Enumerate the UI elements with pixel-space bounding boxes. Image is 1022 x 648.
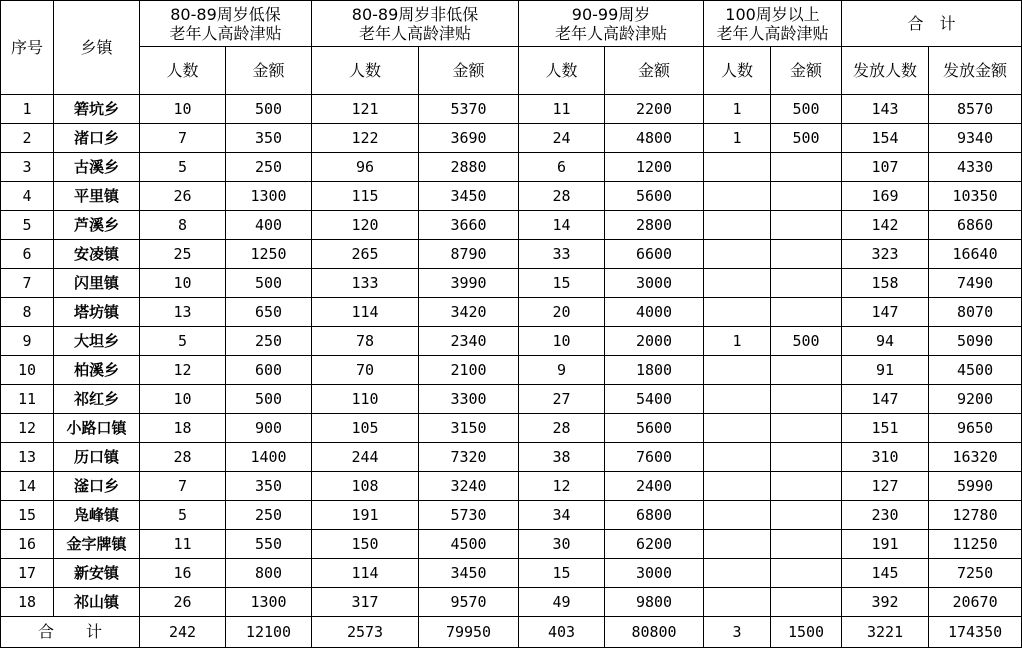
- row-town: 小路口镇: [54, 414, 140, 443]
- row-cell: 7320: [419, 443, 519, 472]
- total-cell: 12100: [226, 617, 312, 648]
- row-cell: [771, 414, 842, 443]
- row-cell: 317: [312, 588, 419, 617]
- row-cell: 500: [771, 124, 842, 153]
- row-cell: 4500: [419, 530, 519, 559]
- row-cell: 27: [519, 385, 605, 414]
- row-cell: [771, 298, 842, 327]
- row-cell: 10: [519, 327, 605, 356]
- total-cell: 1500: [771, 617, 842, 648]
- row-cell: 15: [519, 559, 605, 588]
- table-row: [1, 356, 1022, 385]
- row-cell: 9340: [929, 124, 1022, 153]
- header-row-groups: [1, 1, 1022, 47]
- row-cell: [771, 240, 842, 269]
- row-cell: [704, 153, 771, 182]
- row-cell: 2200: [605, 95, 704, 124]
- table-row: [1, 153, 1022, 182]
- table-row: [1, 588, 1022, 617]
- row-town: 平里镇: [54, 182, 140, 211]
- row-town: 祁红乡: [54, 385, 140, 414]
- row-cell: 96: [312, 153, 419, 182]
- row-town: 渚口乡: [54, 124, 140, 153]
- header-row-sub: [1, 47, 1022, 95]
- row-cell: 13: [140, 298, 226, 327]
- row-cell: 70: [312, 356, 419, 385]
- row-cell: 10: [140, 269, 226, 298]
- row-cell: 3450: [419, 182, 519, 211]
- row-town: 箬坑乡: [54, 95, 140, 124]
- row-cell: 1250: [226, 240, 312, 269]
- row-cell: [771, 472, 842, 501]
- row-cell: 3000: [605, 559, 704, 588]
- row-cell: 9570: [419, 588, 519, 617]
- row-cell: 800: [226, 559, 312, 588]
- row-cell: 5400: [605, 385, 704, 414]
- header-group-total: 合 计: [842, 1, 1022, 47]
- table-row: [1, 124, 1022, 153]
- table-row: [1, 211, 1022, 240]
- row-seq: 14: [1, 472, 54, 501]
- row-cell: 3240: [419, 472, 519, 501]
- header-amount: 金额: [771, 47, 842, 95]
- row-cell: 142: [842, 211, 929, 240]
- row-seq: 1: [1, 95, 54, 124]
- row-cell: 310: [842, 443, 929, 472]
- row-cell: [704, 588, 771, 617]
- table-row: [1, 240, 1022, 269]
- row-cell: 6: [519, 153, 605, 182]
- row-cell: 2400: [605, 472, 704, 501]
- row-cell: 169: [842, 182, 929, 211]
- row-cell: 30: [519, 530, 605, 559]
- row-town: 祁山镇: [54, 588, 140, 617]
- row-cell: 114: [312, 559, 419, 588]
- row-cell: 91: [842, 356, 929, 385]
- row-cell: [704, 501, 771, 530]
- total-cell: 403: [519, 617, 605, 648]
- row-cell: 121: [312, 95, 419, 124]
- row-cell: 110: [312, 385, 419, 414]
- row-cell: 7250: [929, 559, 1022, 588]
- row-cell: [771, 211, 842, 240]
- row-cell: [704, 269, 771, 298]
- row-cell: 5: [140, 153, 226, 182]
- row-cell: 34: [519, 501, 605, 530]
- row-cell: 8: [140, 211, 226, 240]
- row-seq: 9: [1, 327, 54, 356]
- header-amount: 金额: [605, 47, 704, 95]
- table-row: [1, 385, 1022, 414]
- table-row: [1, 182, 1022, 211]
- row-cell: 8570: [929, 95, 1022, 124]
- row-cell: 143: [842, 95, 929, 124]
- row-cell: 15: [519, 269, 605, 298]
- row-seq: 18: [1, 588, 54, 617]
- row-cell: 900: [226, 414, 312, 443]
- row-cell: 8070: [929, 298, 1022, 327]
- row-town: 金字牌镇: [54, 530, 140, 559]
- row-cell: 265: [312, 240, 419, 269]
- table-row: [1, 472, 1022, 501]
- row-cell: [771, 182, 842, 211]
- row-cell: 12780: [929, 501, 1022, 530]
- row-cell: [704, 240, 771, 269]
- header-seq: 序号: [1, 1, 54, 95]
- row-cell: 500: [226, 269, 312, 298]
- row-cell: 8790: [419, 240, 519, 269]
- row-town: 历口镇: [54, 443, 140, 472]
- row-cell: 94: [842, 327, 929, 356]
- table-row: [1, 298, 1022, 327]
- group-line2: 老年人高龄津贴: [169, 23, 282, 43]
- row-cell: 10: [140, 95, 226, 124]
- row-seq: 5: [1, 211, 54, 240]
- row-town: 滏口乡: [54, 472, 140, 501]
- row-cell: 2880: [419, 153, 519, 182]
- row-cell: 6200: [605, 530, 704, 559]
- row-cell: 500: [226, 385, 312, 414]
- row-cell: 4000: [605, 298, 704, 327]
- table-row: [1, 443, 1022, 472]
- row-seq: 7: [1, 269, 54, 298]
- row-cell: 5600: [605, 182, 704, 211]
- row-seq: 8: [1, 298, 54, 327]
- row-cell: 5090: [929, 327, 1022, 356]
- header-people: 人数: [140, 47, 226, 95]
- row-seq: 13: [1, 443, 54, 472]
- table-body: [1, 95, 1022, 617]
- row-seq: 15: [1, 501, 54, 530]
- header-group-80-89-non-low-income: [312, 1, 519, 47]
- row-town: 大坦乡: [54, 327, 140, 356]
- row-cell: 191: [842, 530, 929, 559]
- row-cell: 3150: [419, 414, 519, 443]
- row-town: 芦溪乡: [54, 211, 140, 240]
- row-seq: 11: [1, 385, 54, 414]
- row-town: 凫峰镇: [54, 501, 140, 530]
- row-cell: 323: [842, 240, 929, 269]
- header-total-amount: 发放金额: [929, 47, 1022, 95]
- row-cell: 1200: [605, 153, 704, 182]
- row-cell: 150: [312, 530, 419, 559]
- table-row: [1, 414, 1022, 443]
- row-cell: 3660: [419, 211, 519, 240]
- group-line1: 80-89周岁非低保: [351, 4, 479, 24]
- group-line2: 老年人高龄津贴: [555, 23, 668, 43]
- row-cell: 16640: [929, 240, 1022, 269]
- table-row: [1, 530, 1022, 559]
- row-cell: 33: [519, 240, 605, 269]
- group-line1: 90-99周岁: [571, 4, 651, 24]
- row-cell: 11250: [929, 530, 1022, 559]
- row-cell: 1: [704, 95, 771, 124]
- row-cell: 9800: [605, 588, 704, 617]
- row-cell: 2800: [605, 211, 704, 240]
- row-cell: 9200: [929, 385, 1022, 414]
- row-cell: 244: [312, 443, 419, 472]
- row-cell: 191: [312, 501, 419, 530]
- row-cell: 6860: [929, 211, 1022, 240]
- row-cell: 9: [519, 356, 605, 385]
- row-cell: 3690: [419, 124, 519, 153]
- row-seq: 3: [1, 153, 54, 182]
- row-cell: [704, 385, 771, 414]
- row-cell: 6600: [605, 240, 704, 269]
- row-cell: 392: [842, 588, 929, 617]
- row-cell: [704, 559, 771, 588]
- header-amount: 金额: [226, 47, 312, 95]
- row-cell: 350: [226, 124, 312, 153]
- row-town: 古溪乡: [54, 153, 140, 182]
- row-cell: 147: [842, 298, 929, 327]
- row-cell: [771, 559, 842, 588]
- header-amount: 金额: [419, 47, 519, 95]
- group-line2: 老年人高龄津贴: [359, 23, 472, 43]
- row-seq: 4: [1, 182, 54, 211]
- row-cell: [704, 182, 771, 211]
- row-seq: 2: [1, 124, 54, 153]
- row-cell: 108: [312, 472, 419, 501]
- row-cell: 49: [519, 588, 605, 617]
- row-cell: 11: [519, 95, 605, 124]
- row-cell: 3990: [419, 269, 519, 298]
- row-cell: 122: [312, 124, 419, 153]
- row-cell: 26: [140, 588, 226, 617]
- row-cell: 4800: [605, 124, 704, 153]
- row-cell: 145: [842, 559, 929, 588]
- row-cell: 38: [519, 443, 605, 472]
- row-cell: 120: [312, 211, 419, 240]
- row-cell: [771, 530, 842, 559]
- row-cell: 7: [140, 124, 226, 153]
- row-cell: 230: [842, 501, 929, 530]
- row-cell: 1: [704, 327, 771, 356]
- row-cell: 26: [140, 182, 226, 211]
- row-cell: [771, 356, 842, 385]
- row-cell: [704, 472, 771, 501]
- row-cell: 250: [226, 501, 312, 530]
- row-cell: 127: [842, 472, 929, 501]
- row-cell: 7: [140, 472, 226, 501]
- row-cell: 154: [842, 124, 929, 153]
- header-people: 人数: [312, 47, 419, 95]
- row-cell: [704, 211, 771, 240]
- total-cell: 174350: [929, 617, 1022, 648]
- row-cell: 28: [519, 414, 605, 443]
- row-seq: 6: [1, 240, 54, 269]
- row-cell: 10350: [929, 182, 1022, 211]
- row-cell: 5990: [929, 472, 1022, 501]
- row-cell: 16320: [929, 443, 1022, 472]
- row-cell: 5370: [419, 95, 519, 124]
- row-cell: 1400: [226, 443, 312, 472]
- row-cell: 133: [312, 269, 419, 298]
- row-cell: [771, 269, 842, 298]
- row-cell: 20: [519, 298, 605, 327]
- row-cell: 4330: [929, 153, 1022, 182]
- total-cell: 80800: [605, 617, 704, 648]
- row-cell: 20670: [929, 588, 1022, 617]
- row-cell: 3000: [605, 269, 704, 298]
- row-cell: 18: [140, 414, 226, 443]
- group-line2: 老年人高龄津贴: [716, 23, 829, 43]
- row-cell: 7490: [929, 269, 1022, 298]
- row-cell: 5: [140, 327, 226, 356]
- row-cell: 9650: [929, 414, 1022, 443]
- total-label: 合 计: [1, 617, 140, 648]
- row-cell: [704, 414, 771, 443]
- row-cell: 3300: [419, 385, 519, 414]
- row-cell: 11: [140, 530, 226, 559]
- row-cell: 5: [140, 501, 226, 530]
- row-cell: 115: [312, 182, 419, 211]
- row-cell: 500: [771, 95, 842, 124]
- row-cell: 3450: [419, 559, 519, 588]
- table-row: [1, 327, 1022, 356]
- row-cell: 250: [226, 153, 312, 182]
- row-cell: 151: [842, 414, 929, 443]
- row-cell: 600: [226, 356, 312, 385]
- row-cell: [771, 501, 842, 530]
- table-row: [1, 95, 1022, 124]
- header-total-people: 发放人数: [842, 47, 929, 95]
- row-cell: 147: [842, 385, 929, 414]
- row-cell: 500: [771, 327, 842, 356]
- row-cell: 24: [519, 124, 605, 153]
- row-seq: 10: [1, 356, 54, 385]
- row-cell: 5600: [605, 414, 704, 443]
- row-cell: 12: [519, 472, 605, 501]
- row-cell: 12: [140, 356, 226, 385]
- row-cell: 107: [842, 153, 929, 182]
- row-cell: 158: [842, 269, 929, 298]
- table-row: [1, 501, 1022, 530]
- row-cell: 250: [226, 327, 312, 356]
- row-cell: 1: [704, 124, 771, 153]
- row-town: 塔坊镇: [54, 298, 140, 327]
- table-row: [1, 559, 1022, 588]
- header-people: 人数: [704, 47, 771, 95]
- total-cell: 3221: [842, 617, 929, 648]
- row-cell: 14: [519, 211, 605, 240]
- row-cell: 2340: [419, 327, 519, 356]
- row-cell: [771, 385, 842, 414]
- table-row: [1, 269, 1022, 298]
- row-cell: 2000: [605, 327, 704, 356]
- row-cell: [704, 443, 771, 472]
- row-cell: [771, 588, 842, 617]
- row-cell: [704, 530, 771, 559]
- row-cell: 6800: [605, 501, 704, 530]
- row-cell: 1300: [226, 182, 312, 211]
- row-cell: 78: [312, 327, 419, 356]
- row-cell: 28: [519, 182, 605, 211]
- row-cell: 25: [140, 240, 226, 269]
- row-cell: 3420: [419, 298, 519, 327]
- header-town: 乡镇: [54, 1, 140, 95]
- row-cell: 16: [140, 559, 226, 588]
- header-group-90-99: [519, 1, 704, 47]
- group-line1: 100周岁以上: [725, 4, 820, 24]
- total-cell: 2573: [312, 617, 419, 648]
- row-cell: 10: [140, 385, 226, 414]
- row-cell: 500: [226, 95, 312, 124]
- row-cell: 1300: [226, 588, 312, 617]
- row-cell: 2100: [419, 356, 519, 385]
- row-cell: [704, 298, 771, 327]
- row-cell: 1800: [605, 356, 704, 385]
- total-cell: 79950: [419, 617, 519, 648]
- row-cell: 114: [312, 298, 419, 327]
- row-cell: 650: [226, 298, 312, 327]
- row-cell: 400: [226, 211, 312, 240]
- row-cell: [771, 153, 842, 182]
- header-group-100-plus: [704, 1, 842, 47]
- total-cell: 3: [704, 617, 771, 648]
- row-cell: 4500: [929, 356, 1022, 385]
- row-seq: 16: [1, 530, 54, 559]
- row-town: 柏溪乡: [54, 356, 140, 385]
- row-seq: 12: [1, 414, 54, 443]
- header-group-80-89-low-income: [140, 1, 312, 47]
- row-town: 安凌镇: [54, 240, 140, 269]
- row-cell: 28: [140, 443, 226, 472]
- row-seq: 17: [1, 559, 54, 588]
- row-cell: 5730: [419, 501, 519, 530]
- row-cell: 7600: [605, 443, 704, 472]
- row-town: 闪里镇: [54, 269, 140, 298]
- row-cell: 550: [226, 530, 312, 559]
- group-line1: 80-89周岁低保: [170, 4, 281, 24]
- header-people: 人数: [519, 47, 605, 95]
- total-cell: 242: [140, 617, 226, 648]
- row-cell: 350: [226, 472, 312, 501]
- row-cell: 105: [312, 414, 419, 443]
- row-town: 新安镇: [54, 559, 140, 588]
- row-cell: [704, 356, 771, 385]
- row-cell: [771, 443, 842, 472]
- total-row: [1, 617, 1022, 648]
